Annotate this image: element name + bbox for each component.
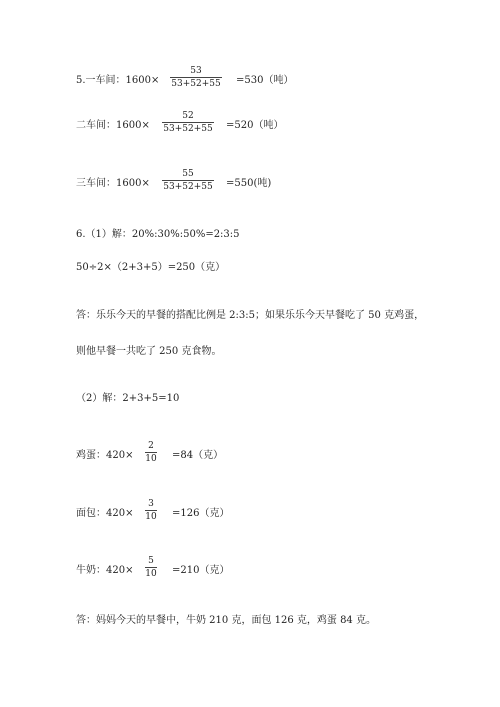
bread-result: =126（克） — [172, 508, 230, 519]
milk-fraction — [145, 556, 157, 579]
milk-result: =210（克） — [172, 565, 230, 576]
bread-fraction — [145, 499, 157, 522]
fraction-bar — [145, 510, 157, 511]
fraction-bar — [145, 567, 157, 568]
q6-answer1-line1: 答：乐乐今天的早餐的搭配比例是 2:3:5；如果乐乐今天早餐吃了 50 克鸡蛋， — [76, 310, 425, 321]
bread-numerator: 3 — [148, 499, 154, 509]
egg-fraction — [145, 441, 157, 464]
q6-answer2: 答：妈妈今天的早餐中，牛奶 210 克，面包 126 克，鸡蛋 84 克。 — [76, 615, 376, 626]
egg-prefix: 鸡蛋：420× — [76, 450, 134, 461]
egg-numerator: 2 — [148, 441, 154, 451]
q5-row1-result: =530（吨） — [236, 75, 294, 86]
q5-row3-result: =550(吨) — [226, 178, 272, 189]
q5-row1-numerator: 53 — [190, 66, 202, 76]
q5-row3-denominator: 53+52+55 — [163, 182, 213, 192]
fraction-bar — [162, 122, 214, 123]
q6-answer1-line2: 则他早餐一共吃了 250 克食物。 — [76, 346, 222, 357]
q5-row2-prefix: 二车间：1600× — [76, 120, 150, 131]
bread-prefix: 面包：420× — [76, 508, 134, 519]
q5-row3-prefix: 三车间：1600× — [76, 178, 150, 189]
milk-denominator: 10 — [145, 569, 157, 579]
q5-row2-fraction — [162, 111, 214, 134]
q5-row1-denominator: 53+52+55 — [171, 79, 221, 89]
milk-prefix: 牛奶：420× — [76, 565, 134, 576]
q5-row2-denominator: 53+52+55 — [163, 124, 213, 134]
q6-part1-line2: 50÷2×（2+3+5）=250（克） — [76, 262, 226, 273]
fraction-bar — [145, 452, 157, 453]
q6-part2-line: （2）解：2+3+5=10 — [76, 393, 180, 404]
fraction-bar — [162, 180, 214, 181]
q5-row2-result: =520（吨） — [226, 120, 284, 131]
fraction-bar — [170, 77, 222, 78]
q5-row1-fraction — [170, 66, 222, 89]
q5-row1-prefix: 5.一车间：1600× — [76, 75, 160, 86]
q5-row2-numerator: 52 — [182, 111, 194, 121]
egg-denominator: 10 — [145, 454, 157, 464]
egg-result: =84（克） — [172, 450, 224, 461]
milk-numerator: 5 — [148, 556, 154, 566]
q5-row3-fraction — [162, 169, 214, 192]
q6-part1-line1: 6.（1）解：20%:30%:50%=2:3:5 — [76, 229, 240, 240]
q5-row3-numerator: 55 — [182, 169, 194, 179]
bread-denominator: 10 — [145, 512, 157, 522]
